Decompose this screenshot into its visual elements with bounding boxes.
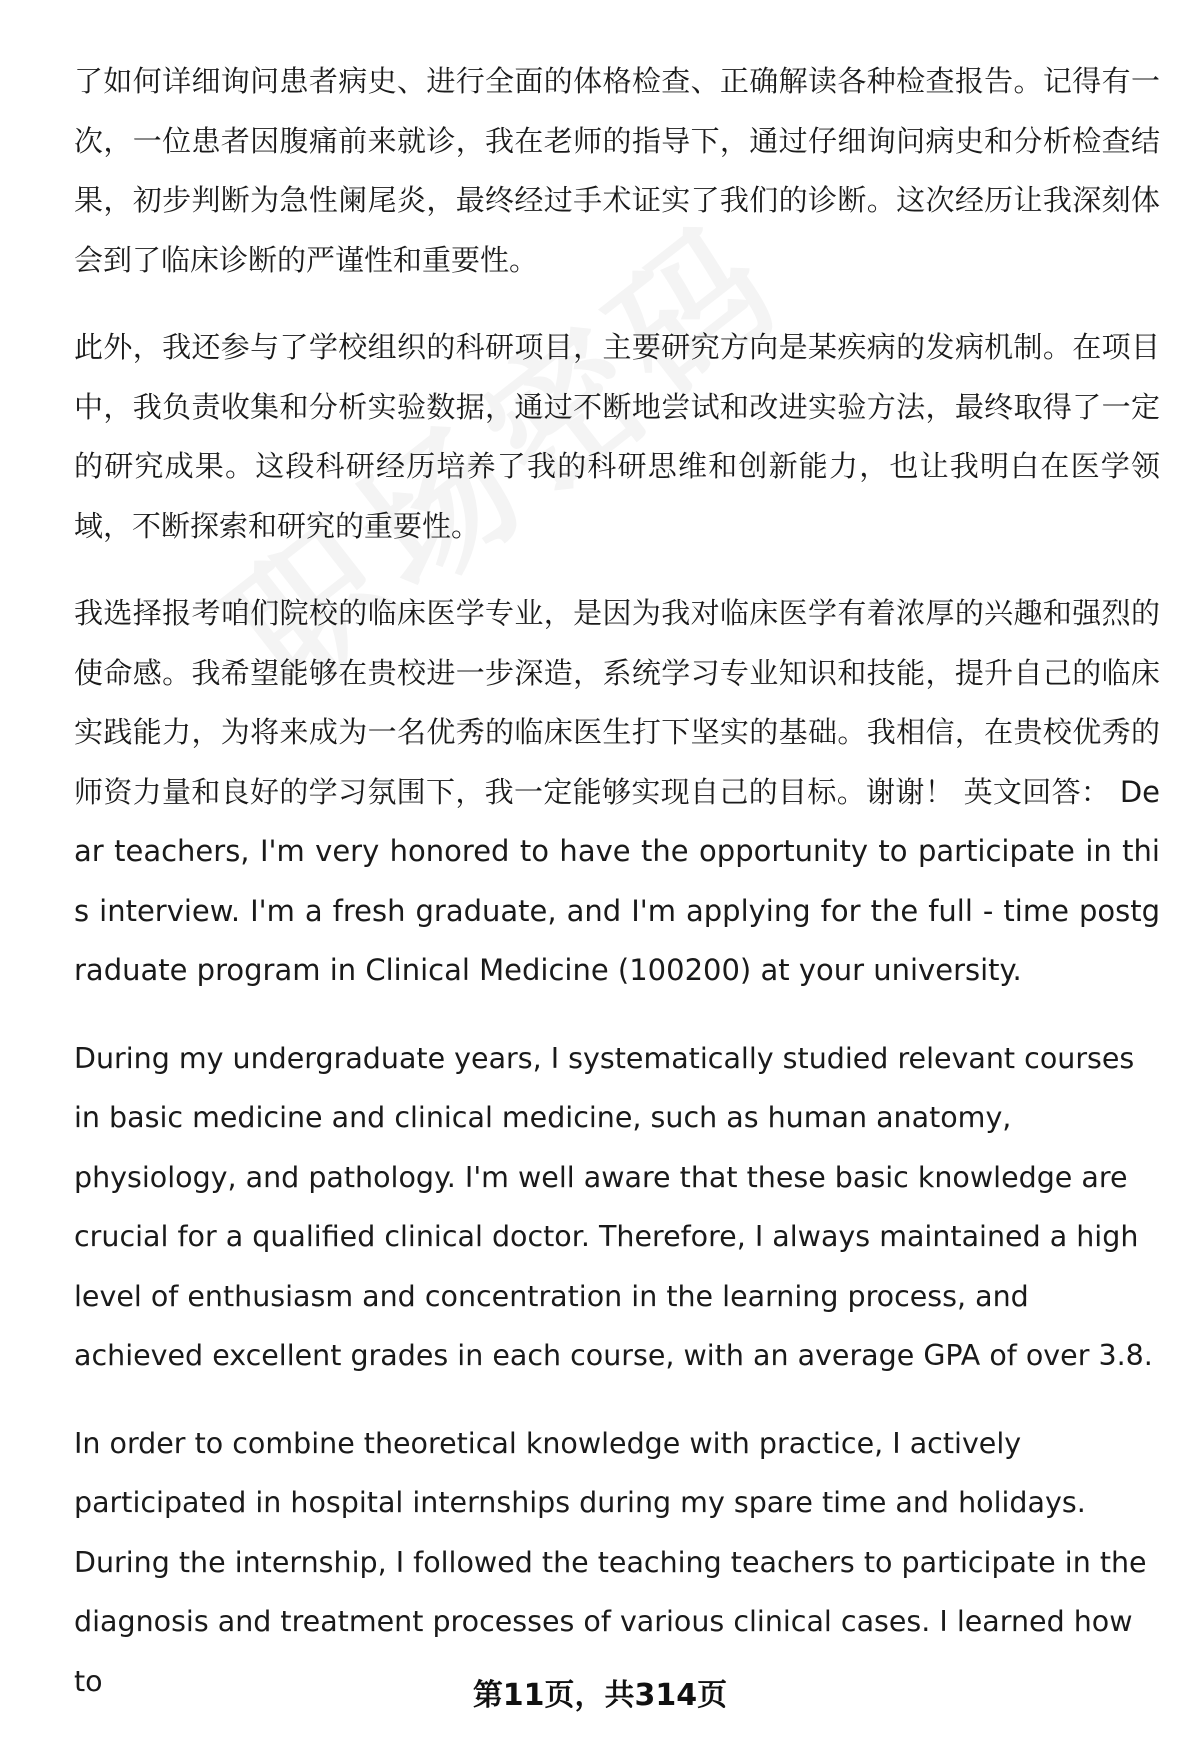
document-body (74, 52, 1160, 1739)
page-number-footer: 第11页，共314页 (472, 1678, 728, 1713)
paragraph-clinical-diagnosis: 了如何详细询问患者病史、进行全面的体格检查、正确解读各种检查报告。记得有一次，一位患者因腹痛前来就诊，我在老师的指导下，通过仔细询问病史和分析检查结果，初步判断为急性阑尾炎，最终经过手术证实了我们的诊断。这次经历让我深刻体会到了临床诊断的严谨性和重要性。 (74, 64, 1160, 277)
paragraph-internship: In order to combine theoretical knowledge with practice, I actively participated in hospital internships during my spare time and holidays. During the internship, I followed the teaching teachers to participate in the diagnosis and treatment processes of various clinical cases. I learned how to (74, 1426, 1147, 1698)
paragraph-research: 此外，我还参与了学校组织的科研项目，主要研究方向是某疾病的发病机制。在项目中，我负责收集和分析实验数据，通过不断地尝试和改进实验方法，最终取得了一定的研究成果。这段科研经历培养了我的科研思维和创新能力，也让我明白在医学领域，不断探索和研究的重要性。 (74, 330, 1160, 543)
paragraph-motivation: 我选择报考咱们院校的临床医学专业，是因为我对临床医学有着浓厚的兴趣和强烈的使命感。我希望能够在贵校进一步深造，系统学习专业知识和技能，提升自己的临床实践能力，为将来成为一名优秀的临床医生打下坚实的基础。我相信，在贵校优秀的师资力量和良好的学习氛围下，我一定能够实现自己的目标。谢谢！ 英文回答： Dear teachers, I'm very honored to have the opportunity to participate in this interview. I'm a fresh graduate, and I'm applying for the full - time postgraduate program in Clinical Medicine (100200) at your university. (74, 596, 1160, 987)
paragraph-undergraduate: During my undergraduate years, I systematically studied relevant courses in basic medicine and clinical medicine, such as human anatomy, physiology, and pathology. I'm well aware that these basic knowledge are crucial for a qualified clinical doctor. Therefore, I always maintained a high level of enthusiasm and concentration in the learning process, and achieved excellent grades in each course, with an average GPA of over 3.8. (74, 1041, 1153, 1372)
